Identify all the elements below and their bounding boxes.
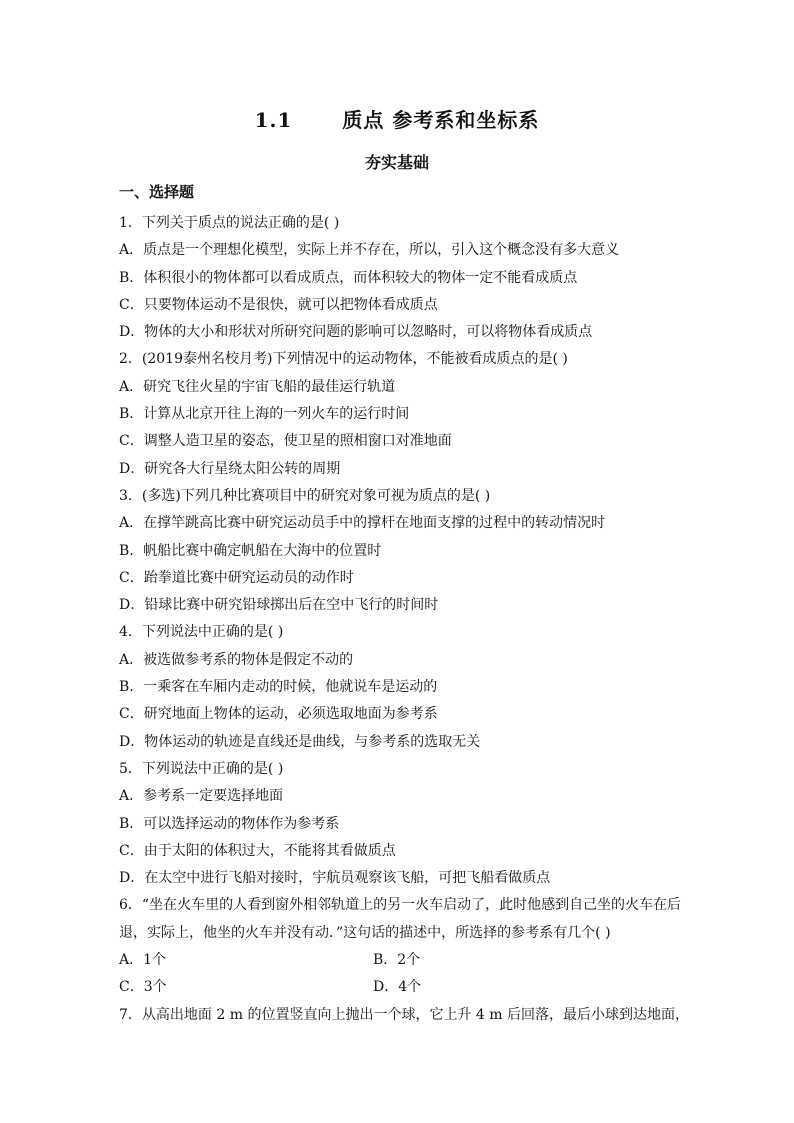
question-stem: 5．下列说法中正确的是( ): [119, 760, 284, 777]
section-heading: 一、选择题: [119, 183, 195, 201]
option-a: A．在撑竿跳高比赛中研究运动员手中的撑杆在地面支撑的过程中的转动情况时: [119, 515, 606, 532]
option-d: D．4个: [373, 979, 422, 996]
option-a: A．质点是一个理想化模型，实际上并不存在，所以，引入这个概念没有多大意义: [119, 242, 620, 259]
option-b: B．帆船比赛中确定帆船在大海中的位置时: [119, 542, 382, 559]
option-d: D．在太空中进行飞船对接时，宇航员观察该飞船，可把飞船看做质点: [119, 870, 551, 887]
question-stem: 6．“坐在火车里的人看到窗外相邻轨道上的另一火车启动了，此时他感到自己坐的火车在后: [119, 897, 682, 914]
option-b: B．2个: [373, 952, 421, 969]
option-row: [119, 947, 689, 974]
option-a: A．1个: [119, 952, 167, 969]
option-b: B．计算从北京开往上海的一列火车的运行时间: [119, 406, 410, 423]
option-c: C．3个: [119, 979, 167, 996]
option-c: C．只要物体运动不是很快，就可以把物体看成质点: [119, 296, 438, 313]
title-number: 1.1: [254, 108, 293, 132]
question-stem: 2．(2019泰州名校月考)下列情况中的运动物体，不能被看成质点的是( ): [119, 351, 568, 368]
option-a: A．研究飞往火星的宇宙飞船的最佳运行轨道: [119, 378, 396, 395]
option-c: C．由于太阳的体积过大，不能将其看做质点: [119, 842, 396, 859]
question-stem: 3．(多选)下列几种比赛项目中的研究对象可视为质点的是( ): [119, 487, 491, 504]
option-d: D．研究各大行星绕太阳公转的周期: [119, 460, 341, 477]
page-title: [0, 104, 794, 133]
option-c: C．研究地面上物体的运动，必须选取地面为参考系: [119, 706, 438, 723]
title-text: 质点 参考系和坐标系: [342, 108, 540, 132]
question-stem: 7．从高出地面 2 m 的位置竖直向上抛出一个球，它上升 4 m 后回落，最后小球到达地面，: [119, 1006, 689, 1023]
question-list: [119, 210, 689, 1029]
option-b: B．体积很小的物体都可以看成质点，而体积较大的物体一定不能看成质点: [119, 269, 578, 286]
option-a: A．被选做参考系的物体是假定不动的: [119, 651, 354, 668]
question-stem-continued: 退，实际上，他坐的火车并没有动．”这句话的描述中，所选择的参考系有几个( ): [119, 924, 611, 941]
option-d: D．物体运动的轨迹是直线还是曲线，与参考系的选取无关: [119, 733, 481, 750]
option-b: B．可以选择运动的物体作为参考系: [119, 815, 340, 832]
page-subtitle: 夯实基础: [364, 153, 429, 172]
question-stem: 4．下列说法中正确的是( ): [119, 624, 284, 641]
option-d: D．铅球比赛中研究铅球掷出后在空中飞行的时间时: [119, 597, 439, 614]
option-c: C．调整人造卫星的姿态，使卫星的照相窗口对准地面: [119, 433, 452, 450]
option-c: C．跆拳道比赛中研究运动员的动作时: [119, 569, 354, 586]
option-a: A．参考系一定要选择地面: [119, 788, 284, 805]
option-row: [119, 974, 689, 1001]
option-b: B．一乘客在车厢内走动的时候，他就说车是运动的: [119, 679, 438, 696]
question-stem: 1．下列关于质点的说法正确的是( ): [119, 215, 340, 231]
option-d: D．物体的大小和形状对所研究问题的影响可以忽略时，可以将物体看成质点: [119, 324, 593, 341]
